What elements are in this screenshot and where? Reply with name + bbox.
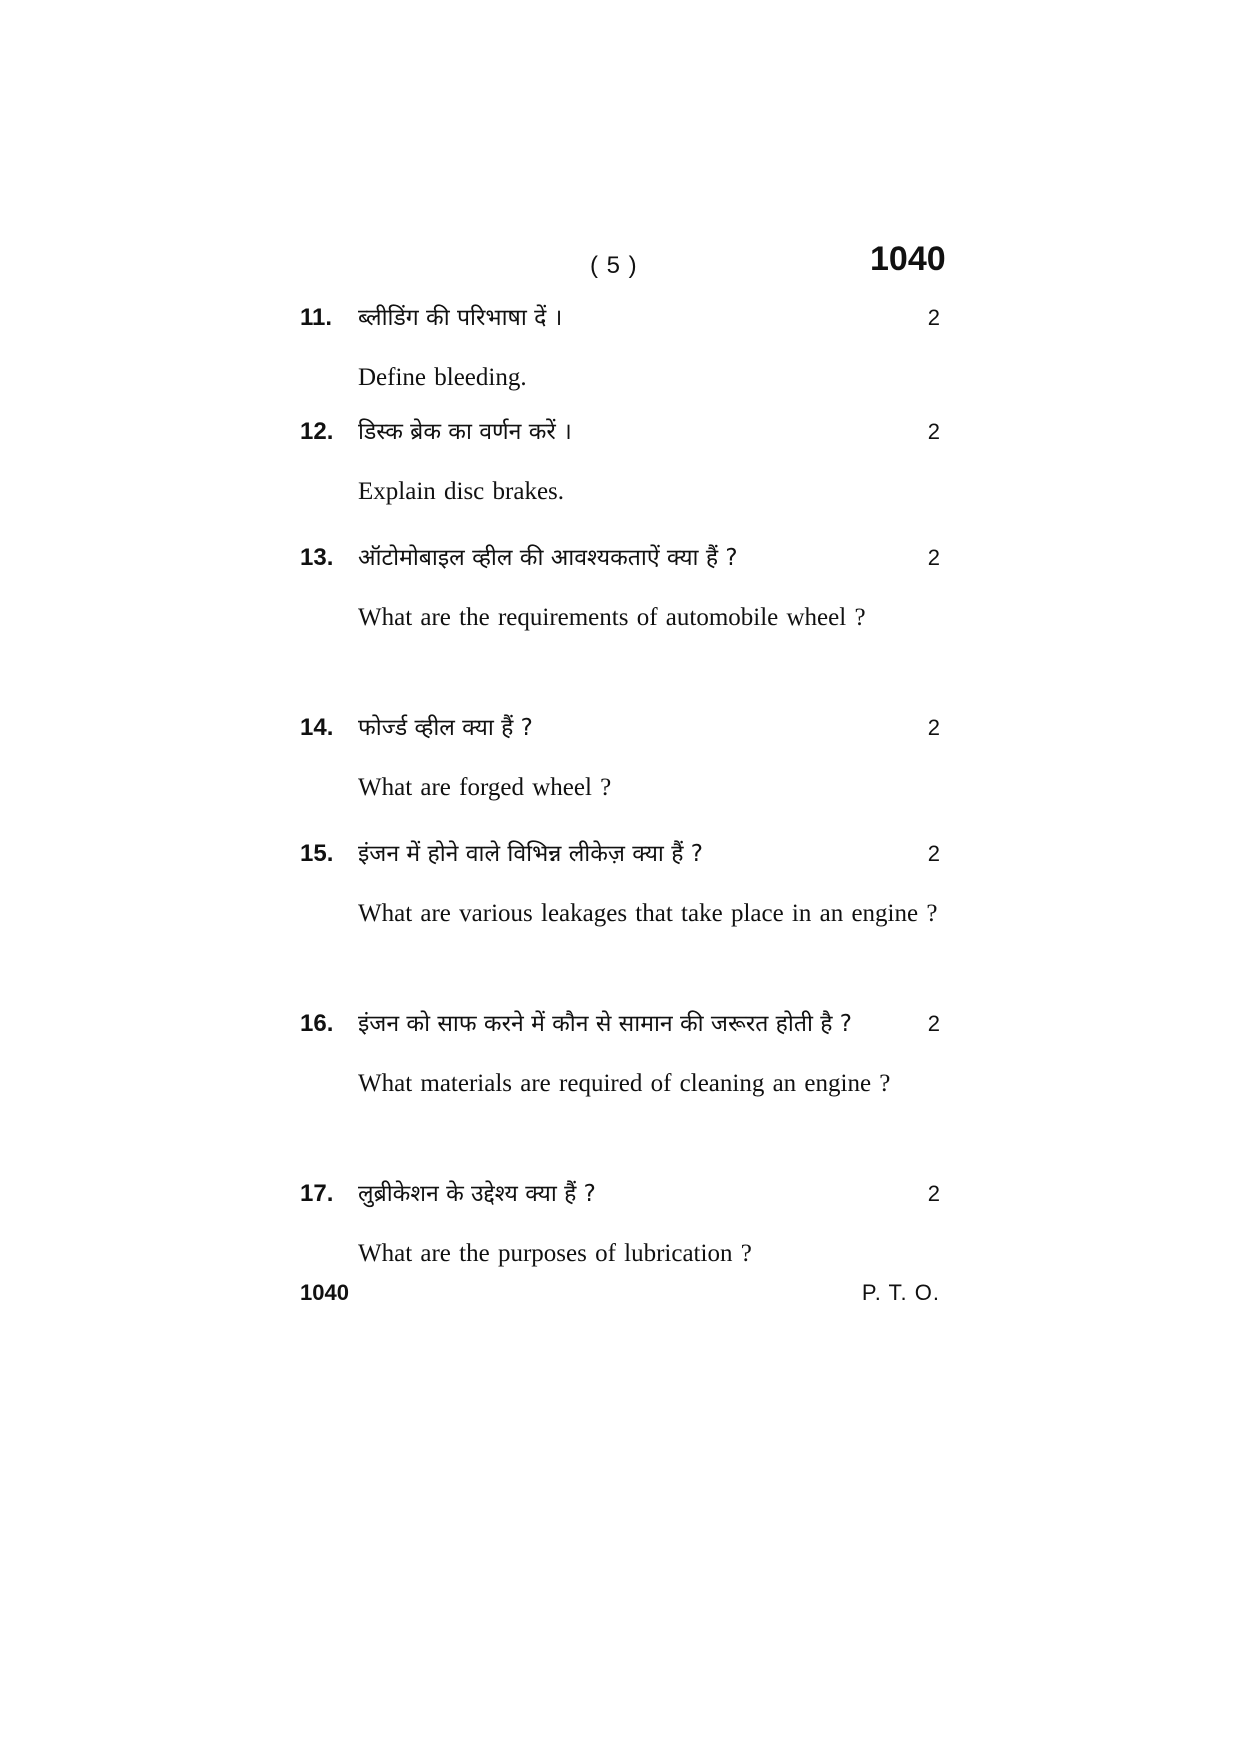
question-text-hindi: इंजन को साफ करने में कौन से सामान की जरूरत होती है ?	[358, 1011, 852, 1037]
paper-code-footer: 1040	[300, 1280, 349, 1305]
question-text-hindi: डिस्क ब्रेक का वर्णन करें ।	[358, 419, 572, 445]
question-text-english: What are the purposes of lubrication ?	[358, 1240, 752, 1267]
question-text-english: Explain disc brakes.	[358, 478, 565, 505]
question-marks: 2	[927, 1181, 940, 1206]
question-marks: 2	[927, 1011, 940, 1036]
question-number: 17.	[300, 1180, 334, 1207]
question-number: 14.	[300, 714, 334, 741]
question-15	[300, 834, 940, 936]
question-marks: 2	[927, 419, 940, 444]
question-number: 15.	[300, 840, 334, 867]
page-number: ( 5 )	[590, 252, 638, 279]
question-text-english: What are forged wheel ?	[358, 774, 612, 801]
question-marks: 2	[927, 305, 940, 330]
question-17	[300, 1174, 940, 1276]
please-turn-over: P. T. O.	[861, 1280, 940, 1305]
question-marks: 2	[927, 841, 940, 866]
question-text-hindi: ऑटोमोबाइल व्हील की आवश्यकताऐं क्या हैं ?	[358, 545, 738, 571]
question-12	[300, 412, 940, 514]
question-number: 16.	[300, 1010, 334, 1037]
question-16	[300, 1004, 940, 1106]
question-text-hindi: फोर्ज्ड व्हील क्या हैं ?	[358, 715, 533, 741]
question-text-hindi: ब्लीडिंग की परिभाषा दें ।	[358, 305, 563, 331]
question-text-hindi: इंजन में होने वाले विभिन्न लीकेज़ क्या हैं ?	[358, 841, 703, 867]
question-11	[300, 298, 940, 400]
question-13	[300, 538, 940, 640]
question-text-english: What are the requirements of automobile wheel ?	[358, 604, 866, 631]
question-number: 13.	[300, 544, 334, 571]
question-marks: 2	[927, 715, 940, 740]
question-number: 12.	[300, 418, 334, 445]
question-text-hindi: लुब्रीकेशन के उद्देश्य क्या हैं ?	[358, 1181, 596, 1207]
paper-code-header: 1040	[870, 240, 946, 278]
question-number: 11.	[300, 304, 333, 331]
question-text-english: Define bleeding.	[358, 364, 527, 391]
question-text-english: What materials are required of cleaning an engine ?	[358, 1070, 891, 1097]
question-marks: 2	[927, 545, 940, 570]
question-text-english: What are various leakages that take place in an engine ?	[358, 900, 938, 927]
question-14	[300, 708, 940, 810]
